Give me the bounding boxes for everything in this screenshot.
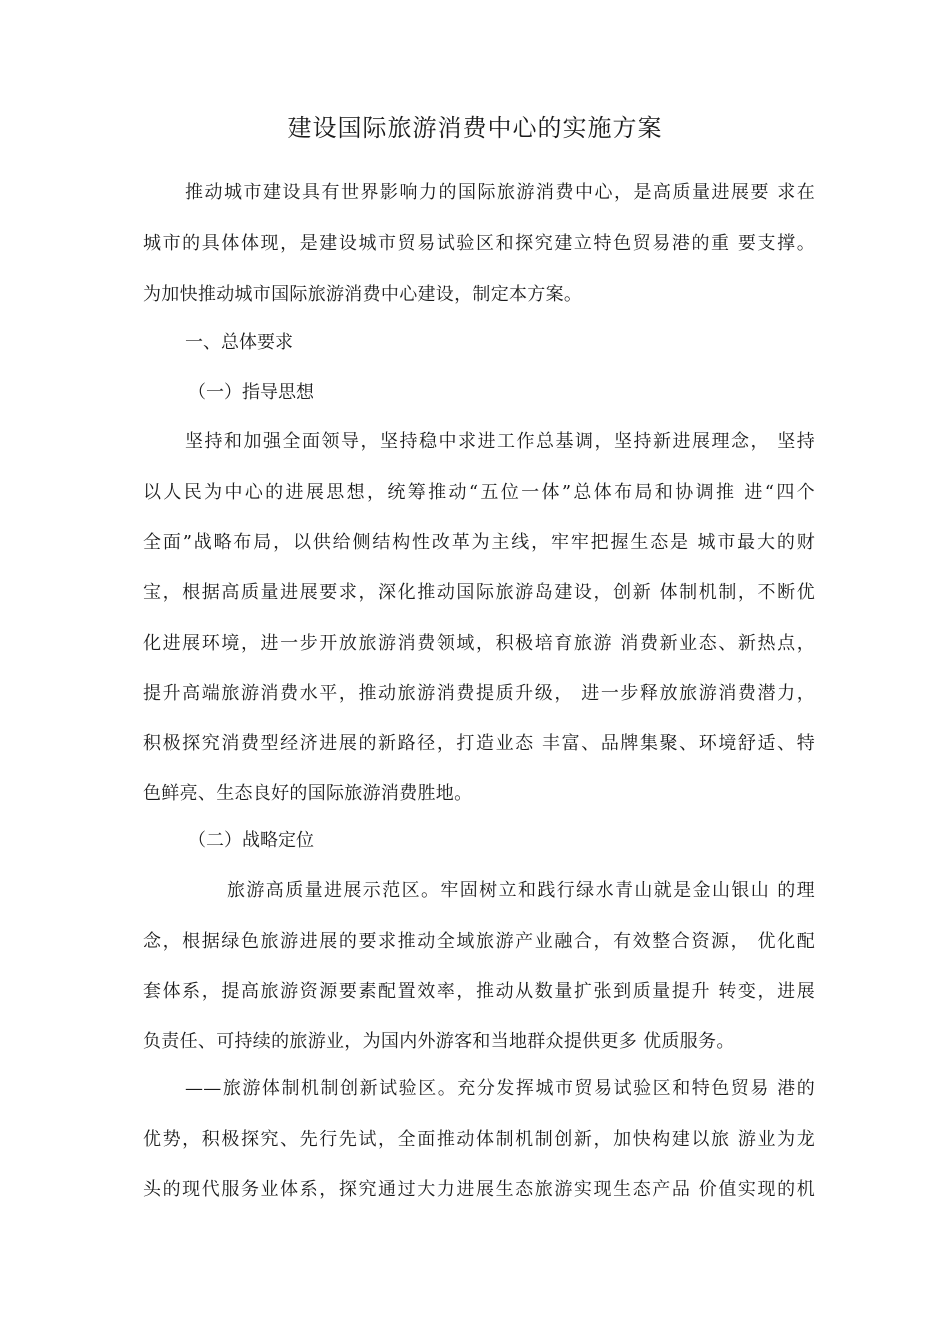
- paragraph-line: 念，根据绿色旅游进展的要求推动全域旅游产业融合，有效整合资源， 优化配: [143, 931, 815, 952]
- paragraph-line: 头的现代服务业体系，探究通过大力进展生态旅游实现生态产品 价值实现的机: [143, 1179, 815, 1200]
- paragraph-line: 优势，积极探究、先行先试，全面推动体制机制创新，加快构建以旅 游业为龙: [143, 1129, 815, 1150]
- paragraph-line: 提升高端旅游消费水平，推动旅游消费提质升级， 进一步释放旅游消费潜力，: [143, 683, 815, 704]
- paragraph-line: 旅游高质量进展示范区。牢固树立和践行绿水青山就是金山银山 的理: [227, 880, 815, 901]
- paragraph-line: 全面”战略布局，以供给侧结构性改革为主线，牢牢把握生态是 城市最大的财: [143, 532, 815, 553]
- section-heading: 一、总体要求: [185, 332, 293, 353]
- paragraph-line: 负责任、可持续的旅游业，为国内外游客和当地群众提供更多 优质服务。: [143, 1031, 735, 1052]
- paragraph-line: 套体系，提高旅游资源要素配置效率，推动从数量扩张到质量提升 转变，进展: [143, 981, 815, 1002]
- paragraph-line: ——旅游体制机制创新试验区。充分发挥城市贸易试验区和特色贸易 港的: [185, 1078, 815, 1099]
- intro-line: 城市的具体体现，是建设城市贸易试验区和探究建立特色贸易港的重 要支撑。: [143, 233, 815, 254]
- paragraph-line: 积极探究消费型经济进展的新路径，打造业态 丰富、品牌集聚、环境舒适、特: [143, 733, 815, 754]
- paragraph-line: 宝，根据高质量进展要求，深化推动国际旅游岛建设，创新 体制机制，不断优: [143, 582, 815, 603]
- intro-line: 为加快推动城市国际旅游消费中心建设，制定本方案。: [143, 284, 583, 305]
- document-title: 建设国际旅游消费中心的实施方案: [287, 114, 663, 142]
- paragraph-line: 以人民为中心的进展思想，统筹推动“五位一体”总体布局和协调推 进“四个: [143, 482, 815, 503]
- subsection-heading: （二）战略定位: [188, 830, 314, 851]
- intro-line: 推动城市建设具有世界影响力的国际旅游消费中心，是高质量进展要 求在: [185, 182, 815, 203]
- paragraph-line: 坚持和加强全面领导，坚持稳中求进工作总基调，坚持新进展理念， 坚持: [185, 431, 815, 452]
- subsection-heading: （一）指导思想: [188, 382, 314, 403]
- paragraph-line: 色鲜亮、生态良好的国际旅游消费胜地。: [143, 783, 473, 804]
- paragraph-line: 化进展环境，进一步开放旅游消费领域，积极培育旅游 消费新业态、新热点，: [143, 633, 815, 654]
